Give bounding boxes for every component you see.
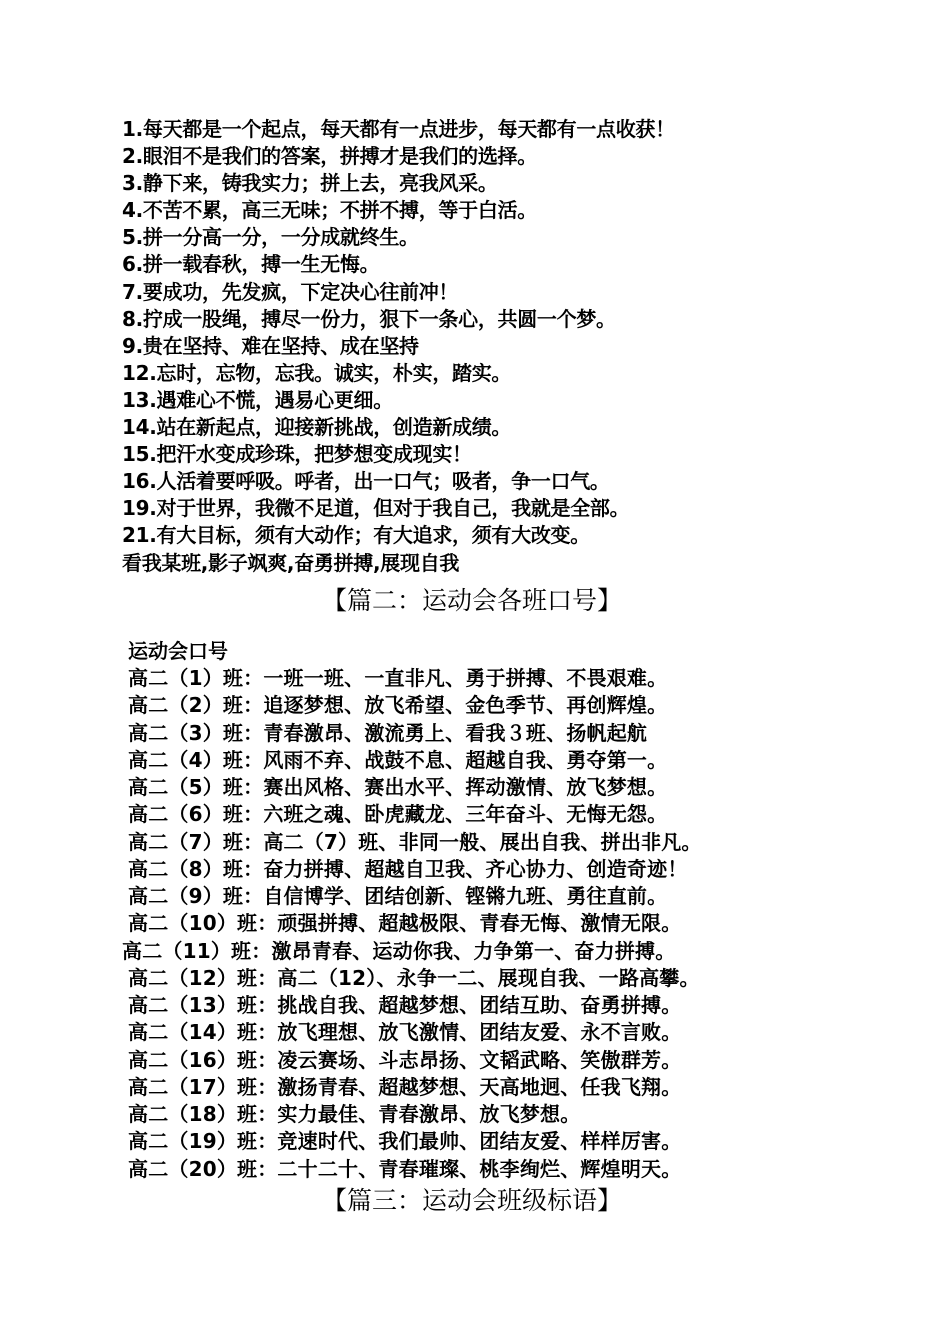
slogan-line-14: 14.站在新起点，迎接新挑战，创造新成绩。 — [122, 415, 512, 440]
section-heading-2: 【篇二：运动会各班口号】 — [321, 586, 622, 615]
slogan-line-21: 21.有大目标，须有大动作；有大追求，须有大改变。 — [122, 523, 590, 548]
class-slogan-1: 高二（1）班：一班一班、一直非凡、勇于拼搏、不畏艰难。 — [128, 666, 668, 690]
slogan-line-16: 16.人活着要呼吸。呼者，出一口气；吸者，争一口气。 — [122, 469, 610, 494]
slogan-line-4: 4.不苦不累，高三无味；不拼不搏，等于白活。 — [122, 198, 537, 223]
slogan-line-1: 1.每天都是一个起点，每天都有一点进步，每天都有一点收获！ — [122, 117, 675, 141]
section-heading-3: 【篇三：运动会班级标语】 — [321, 1186, 622, 1215]
slogan-line-7: 7.要成功，先发疯，下定决心往前冲！ — [122, 279, 459, 304]
slogan-list — [122, 116, 842, 577]
class-slogan-14: 高二（14）班：放飞理想、放飞激情、团结友爱、永不言败。 — [128, 1020, 682, 1045]
class-slogan-19: 高二（19）班：竞速时代、我们最帅、团结友爱、样样厉害。 — [128, 1129, 682, 1154]
class-slogan-12: 高二（12）班：高二（12）、永争一二、展现自我、一路高攀。 — [128, 965, 700, 990]
slogan-line-6: 6.拼一载春秋，搏一生无悔。 — [122, 252, 380, 277]
class-slogan-3: 高二（3）班：青春激昂、激流勇上、看我３班、扬帆起航 — [128, 720, 648, 745]
class-slogan-10: 高二（10）班：顽强拼搏、超越极限、青春无悔、激情无限。 — [128, 911, 682, 936]
slogan-line-15: 15.把汗水变成珍珠，把梦想变成现实！ — [122, 442, 472, 467]
class-slogan-11: 高二（11）班：激昂青春、运动你我、力争第一、奋力拼搏。 — [122, 938, 676, 963]
class-slogan-6: 高二（6）班：六班之魂、卧虎藏龙、三年奋斗、无悔无怨。 — [128, 802, 668, 827]
class-slogan-list — [122, 638, 842, 1183]
slogan-line-13: 13.遇难心不慌，遇易心更细。 — [122, 387, 393, 412]
slogan-line-8: 8.拧成一股绳，搏尽一份力，狠下一条心，共圆一个梦。 — [122, 306, 616, 331]
slogan-line-9: 9.贵在坚持、难在坚持、成在坚持 — [122, 333, 419, 358]
slogan-line-2: 2.眼泪不是我们的答案，拼搏才是我们的选择。 — [122, 144, 537, 169]
class-slogan-18: 高二（18）班：实力最佳、青春激昂、放飞梦想。 — [128, 1102, 581, 1126]
subheading: 运动会口号 — [128, 639, 228, 663]
slogan-line-12: 12.忘时，忘物，忘我。诚实，朴实，踏实。 — [122, 360, 512, 385]
class-slogan-7: 高二（7）班：高二（7）班、非同一般、展出自我、拼出非凡。 — [128, 829, 702, 854]
class-slogan-13: 高二（13）班：挑战自我、超越梦想、团结互助、奋勇拼搏。 — [128, 993, 682, 1017]
class-slogan-8: 高二（8）班：奋力拼搏、超越自卫我、齐心协力、创造奇迹！ — [128, 856, 688, 881]
slogan-line-19: 19.对于世界，我微不足道，但对于我自己，我就是全部。 — [122, 496, 630, 521]
slogan-line-3: 3.静下来，铸我实力；拼上去，亮我风采。 — [122, 171, 498, 196]
class-slogan-2: 高二（2）班：追逐梦想、放飞希望、金色季节、再创辉煌。 — [128, 693, 668, 718]
class-slogan-4: 高二（4）班：风雨不弃、战鼓不息、超越自我、勇夺第一。 — [128, 747, 668, 772]
class-slogan-20: 高二（20）班：二十二十、青春璀璨、桃李绚烂、辉煌明天。 — [128, 1156, 682, 1181]
class-slogan-5: 高二（5）班：赛出风格、赛出水平、挥动激情、放飞梦想。 — [128, 775, 668, 799]
class-slogan-16: 高二（16）班：凌云赛场、斗志昂扬、文韬武略、笑傲群芳。 — [128, 1047, 682, 1072]
class-slogan-17: 高二（17）班：激扬青春、超越梦想、天高地迥、任我飞翔。 — [128, 1074, 682, 1099]
class-slogan-9: 高二（9）班：自信博学、团结创新、铿锵九班、勇往直前。 — [128, 884, 668, 908]
slogan-line-5: 5.拼一分高一分，一分成就终生。 — [122, 225, 419, 250]
slogan-line-closing: 看我某班,影子飒爽,奋勇拼搏,展现自我 — [122, 550, 460, 575]
